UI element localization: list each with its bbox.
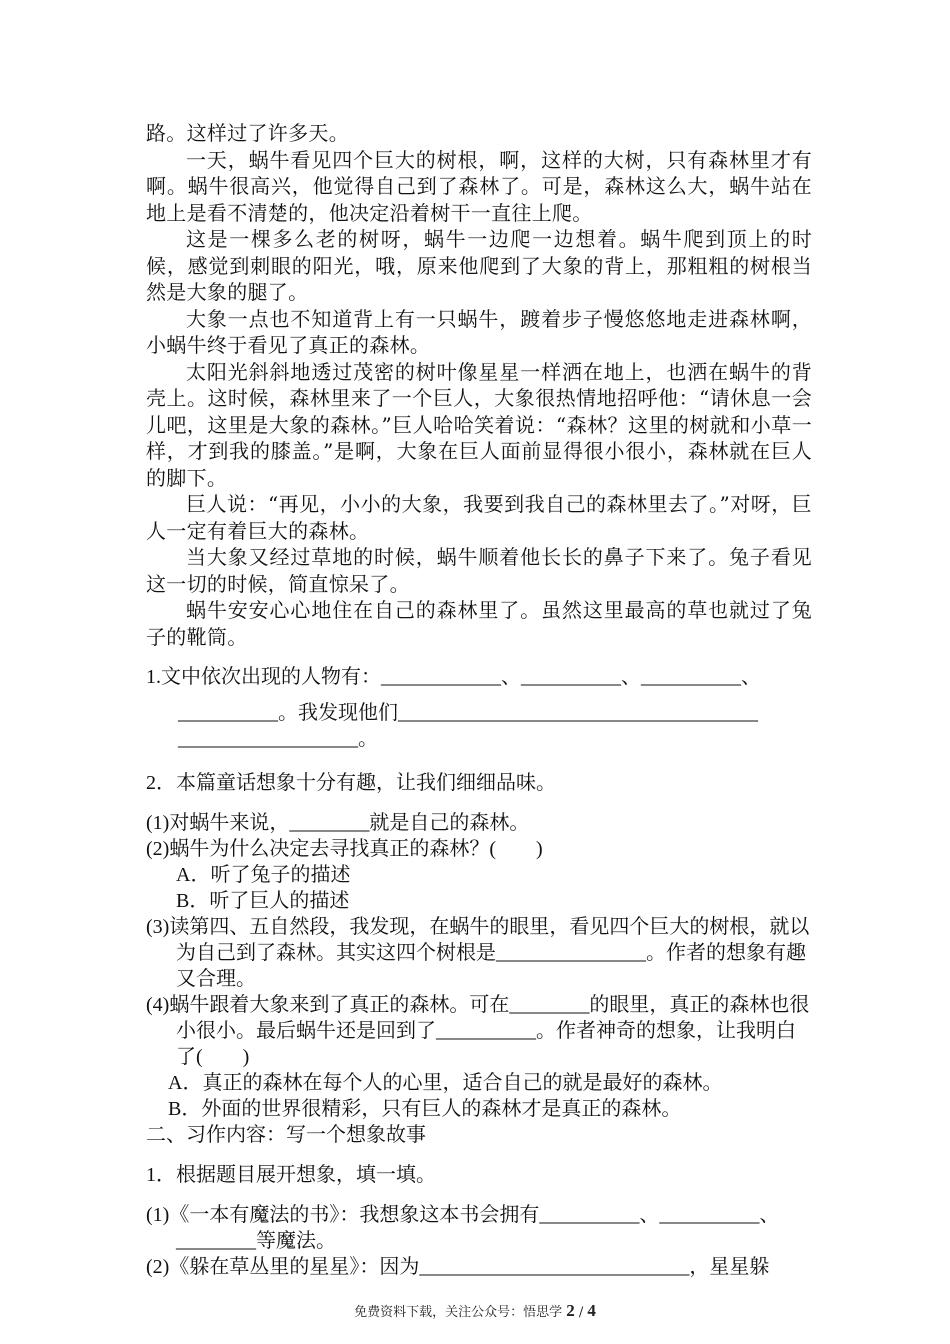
story-paragraph-8: 蜗牛安安心心地住在自己的森林里了。虽然这里最高的草也就过了兔子的靴筒。 xyxy=(146,598,812,649)
question-2-1: (1)对蜗牛来说，________就是自己的森林。 xyxy=(146,812,530,834)
question-1-line-1: 1.文中依次出现的人物有：____________、__________、__________、 xyxy=(146,666,761,688)
section-2-question-1-title: 1．根据题目展开想象，填一填。 xyxy=(146,1164,436,1186)
question-2-4-option-b: B．外面的世界很精彩，只有巨人的森林才是真正的森林。 xyxy=(168,1098,682,1120)
page-footer xyxy=(0,1301,950,1321)
section-2-question-1-2: (2)《躲在草丛里的星星》：因为___________________________，星星躲 xyxy=(146,1256,770,1278)
footer-page-number: 2 xyxy=(566,1301,575,1320)
question-1-line-3: __________________。 xyxy=(178,728,378,750)
question-2-2-option-a: A．听了兔子的描述 xyxy=(176,864,351,886)
story-text xyxy=(146,120,812,650)
question-2-title: 2．本篇童话想象十分有趣，让我们细细品味。 xyxy=(146,772,556,794)
question-2-3: (3)读第四、五自然段，我发现，在蜗牛的眼里，看见四个巨大的树根，就以为自己到了森林。其实这四个树根是_______________。作者的想象有趣又合理。 xyxy=(146,916,810,990)
document-page xyxy=(146,120,812,1280)
story-paragraph-1: 路。这样过了许多天。 xyxy=(146,121,349,145)
story-paragraph-5: 太阳光斜斜地透过茂密的树叶像星星一样洒在地上，也洒在蜗牛的背壳上。这时候，森林里来了一个巨人，大象很热情地招呼他：“请休息一会儿吧，这里是大象的森林。”巨人哈哈笑着说：“森林？这里的树就和小草一样，才到我的膝盖。”是啊，大象在巨人面前显得很小很小，森林就在巨人的脚下。 xyxy=(146,359,812,490)
story-paragraph-4: 大象一点也不知道背上有一只蜗牛，踱着步子慢悠悠地走进森林啊，小蜗牛终于看见了真正的森林。 xyxy=(146,306,812,357)
question-2-2-option-b: B．听了巨人的描述 xyxy=(176,890,350,912)
questions-section xyxy=(146,664,812,1280)
section-2-title: 二、习作内容：写一个想象故事 xyxy=(146,1124,426,1146)
story-paragraph-6: 巨人说：“再见，小小的大象，我要到我自己的森林里去了。”对呀，巨人一定有着巨大的森林。 xyxy=(146,492,812,543)
story-paragraph-3: 这是一棵多么老的树呀，蜗牛一边爬一边想着。蜗牛爬到顶上的时候，感觉到刺眼的阳光，哦，原来他爬到了大象的背上，那粗粗的树根当然是大象的腿了。 xyxy=(146,227,812,304)
question-2-4: (4)蜗牛跟着大象来到了真正的森林。可在________的眼里，真正的森林也很小很小。最后蜗牛还是回到了__________。作者神奇的想象，让我明白了( ) xyxy=(146,994,810,1068)
question-2-4-option-a: A．真正的森林在每个人的心里，适合自己的就是最好的森林。 xyxy=(168,1072,723,1094)
section-2-question-1-1: (1)《一本有魔法的书》：我想象这本书会拥有__________、__________、________等魔法。 xyxy=(146,1204,780,1252)
footer-page-total: 4 xyxy=(587,1301,596,1320)
story-paragraph-2: 一天，蜗牛看见四个巨大的树根，啊，这样的大树，只有森林里才有啊。蜗牛很高兴，他觉得自己到了森林了。可是，森林这么大，蜗牛站在地上是看不清楚的，他决定沿着树干一直往上爬。 xyxy=(146,147,812,225)
footer-page-separator: / xyxy=(578,1305,584,1320)
story-paragraph-7: 当大象又经过草地的时候，蜗牛顺着他长长的鼻子下来了。兔子看见这一切的时候，简直惊呆了。 xyxy=(146,545,812,596)
footer-text: 免费资料下载，关注公众号：悟思学 xyxy=(354,1305,563,1320)
question-1-line-2: __________。我发现他们____________________________________ xyxy=(178,702,758,724)
question-2-2: (2)蜗牛为什么决定去寻找真正的森林？( ) xyxy=(146,838,543,860)
